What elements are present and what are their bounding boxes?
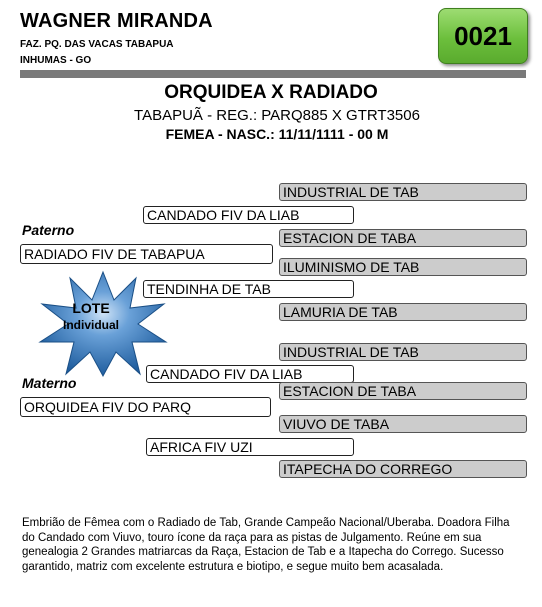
farm-name: FAZ. PQ. DAS VACAS TABAPUA — [20, 39, 174, 50]
birth-line: FEMEA - NASC.: 11/11/1111 - 00 M — [165, 126, 389, 142]
maternal-grandsire: CANDADO FIV DA LIAB — [146, 365, 354, 383]
cross-title: ORQUIDEA X RADIADO — [164, 82, 378, 103]
paternal-grandsire-dam: ESTACION DE TABA — [279, 229, 527, 247]
maternal-grandsire-sire: INDUSTRIAL DE TAB — [279, 343, 527, 361]
paternal-granddam-sire: ILUMINISMO DE TAB — [279, 258, 527, 276]
paternal-grandsire-sire: INDUSTRIAL DE TAB — [279, 183, 527, 201]
lot-number-badge: 0021 — [438, 8, 528, 64]
maternal-label: Materno — [22, 375, 77, 391]
registration-line: TABAPUÃ - REG.: PARQ885 X GTRT3506 — [134, 107, 420, 124]
owner-city: INHUMAS - GO — [20, 55, 92, 66]
paternal-granddam-dam: LAMURIA DE TAB — [279, 303, 527, 321]
header-divider — [20, 70, 526, 78]
maternal-granddam: AFRICA FIV UZI — [146, 438, 354, 456]
paternal-grandsire: CANDADO FIV DA LIAB — [143, 206, 354, 224]
maternal-granddam-sire: VIUVO DE TABA — [279, 415, 527, 433]
maternal-granddam-dam: ITAPECHA DO CORREGO — [279, 460, 527, 478]
sire: RADIADO FIV DE TABAPUA — [20, 244, 273, 264]
paternal-label: Paterno — [22, 222, 75, 238]
description-notes: Embrião de Fêmea com o Radiado de Tab, Grande Campeão Nacional/Uberaba. Doadora Filha do Candado com Viuvo, touro ícone da raça para as pistas de Julgamento. Reúne em sua genealogia 2 Grandes matriarcas da Raça, Estacion de Tab e a Itapecha do Corrego. Sucesso garantido, matriz com excelente estrutura e biotipo, e segue muito bem acasalada. — [22, 517, 510, 573]
stamp-line2: Individual — [62, 318, 119, 332]
stamp-line1: LOTE — [72, 300, 110, 316]
maternal-grandsire-dam: ESTACION DE TABA — [279, 382, 527, 400]
dam: ORQUIDEA FIV DO PARQ — [20, 397, 271, 417]
owner-name: WAGNER MIRANDA — [20, 10, 213, 32]
paternal-granddam: TENDINHA DE TAB — [143, 280, 354, 298]
